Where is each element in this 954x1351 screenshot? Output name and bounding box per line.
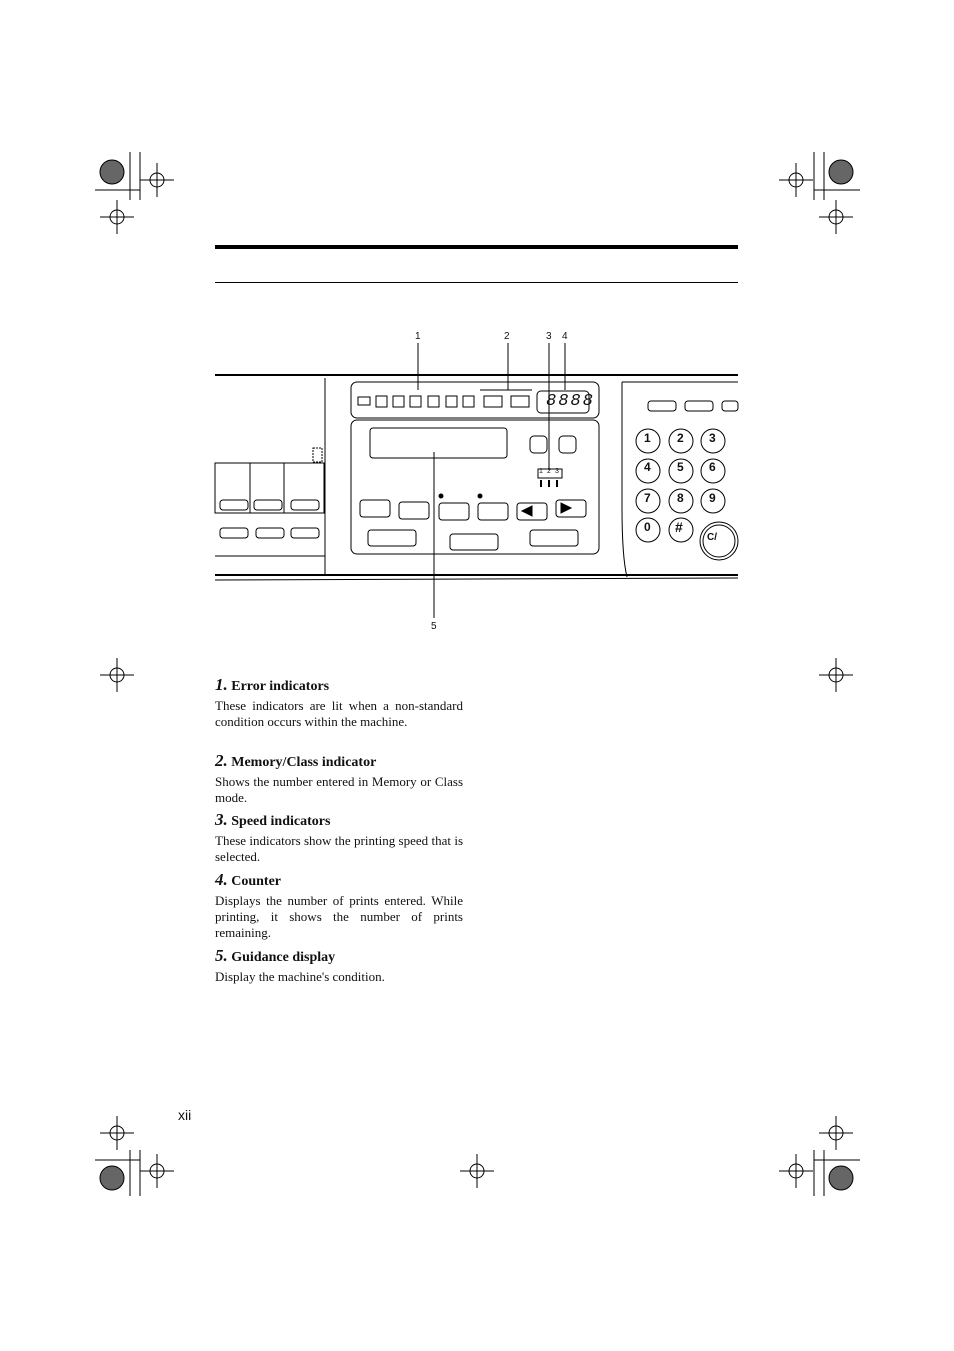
key-2: 2 <box>677 431 684 445</box>
key-8: 8 <box>677 491 684 505</box>
entry-number: 1. <box>215 675 228 694</box>
entry-description: Displays the number of prints entered. While printing, it shows the number of prints remaining. <box>215 893 463 940</box>
key-3: 3 <box>709 431 716 445</box>
key-7: 7 <box>644 491 651 505</box>
callout-2: 2 <box>504 331 510 342</box>
entry-title: Guidance display <box>231 950 336 965</box>
callout-3: 3 <box>546 331 552 342</box>
key-4: 4 <box>644 460 651 474</box>
entry-counter <box>215 871 463 941</box>
entry-title: Memory/Class indicator <box>231 755 377 770</box>
entry-description: Display the machine's condition. <box>215 969 385 984</box>
key-1: 1 <box>644 431 651 445</box>
entry-guidance-display <box>215 947 463 985</box>
entry-number: 3. <box>215 810 228 829</box>
entry-number: 4. <box>215 870 228 889</box>
callout-5: 5 <box>431 621 437 632</box>
counter-readout: 8888 <box>546 392 595 411</box>
entry-speed-indicators <box>215 811 463 865</box>
speed-label-2: 2 <box>547 468 551 475</box>
entry-title: Counter <box>231 874 282 889</box>
entry-description: Shows the number entered in Memory or Class mode. <box>215 774 463 805</box>
clear-key-label: C/ <box>707 532 717 543</box>
entry-number: 2. <box>215 751 228 770</box>
speed-label-1: 1 <box>539 468 543 475</box>
entry-memory-class-indicator <box>215 752 463 806</box>
key-6: 6 <box>709 460 716 474</box>
key-hash: # <box>675 519 683 535</box>
key-0: 0 <box>644 520 651 534</box>
entry-description: These indicators are lit when a non-standard condition occurs within the machine. <box>215 698 463 729</box>
key-9: 9 <box>709 491 716 505</box>
callout-4: 4 <box>562 331 568 342</box>
speed-label-3: 3 <box>555 468 559 475</box>
entry-title: Error indicators <box>231 679 330 694</box>
entry-description: These indicators show the printing speed that is selected. <box>215 833 463 864</box>
entry-title: Speed indicators <box>231 814 331 829</box>
key-5: 5 <box>677 460 684 474</box>
callout-1: 1 <box>415 331 421 342</box>
entry-number: 5. <box>215 946 228 965</box>
entry-error-indicators <box>215 676 463 730</box>
page-number: xii <box>178 1107 192 1123</box>
